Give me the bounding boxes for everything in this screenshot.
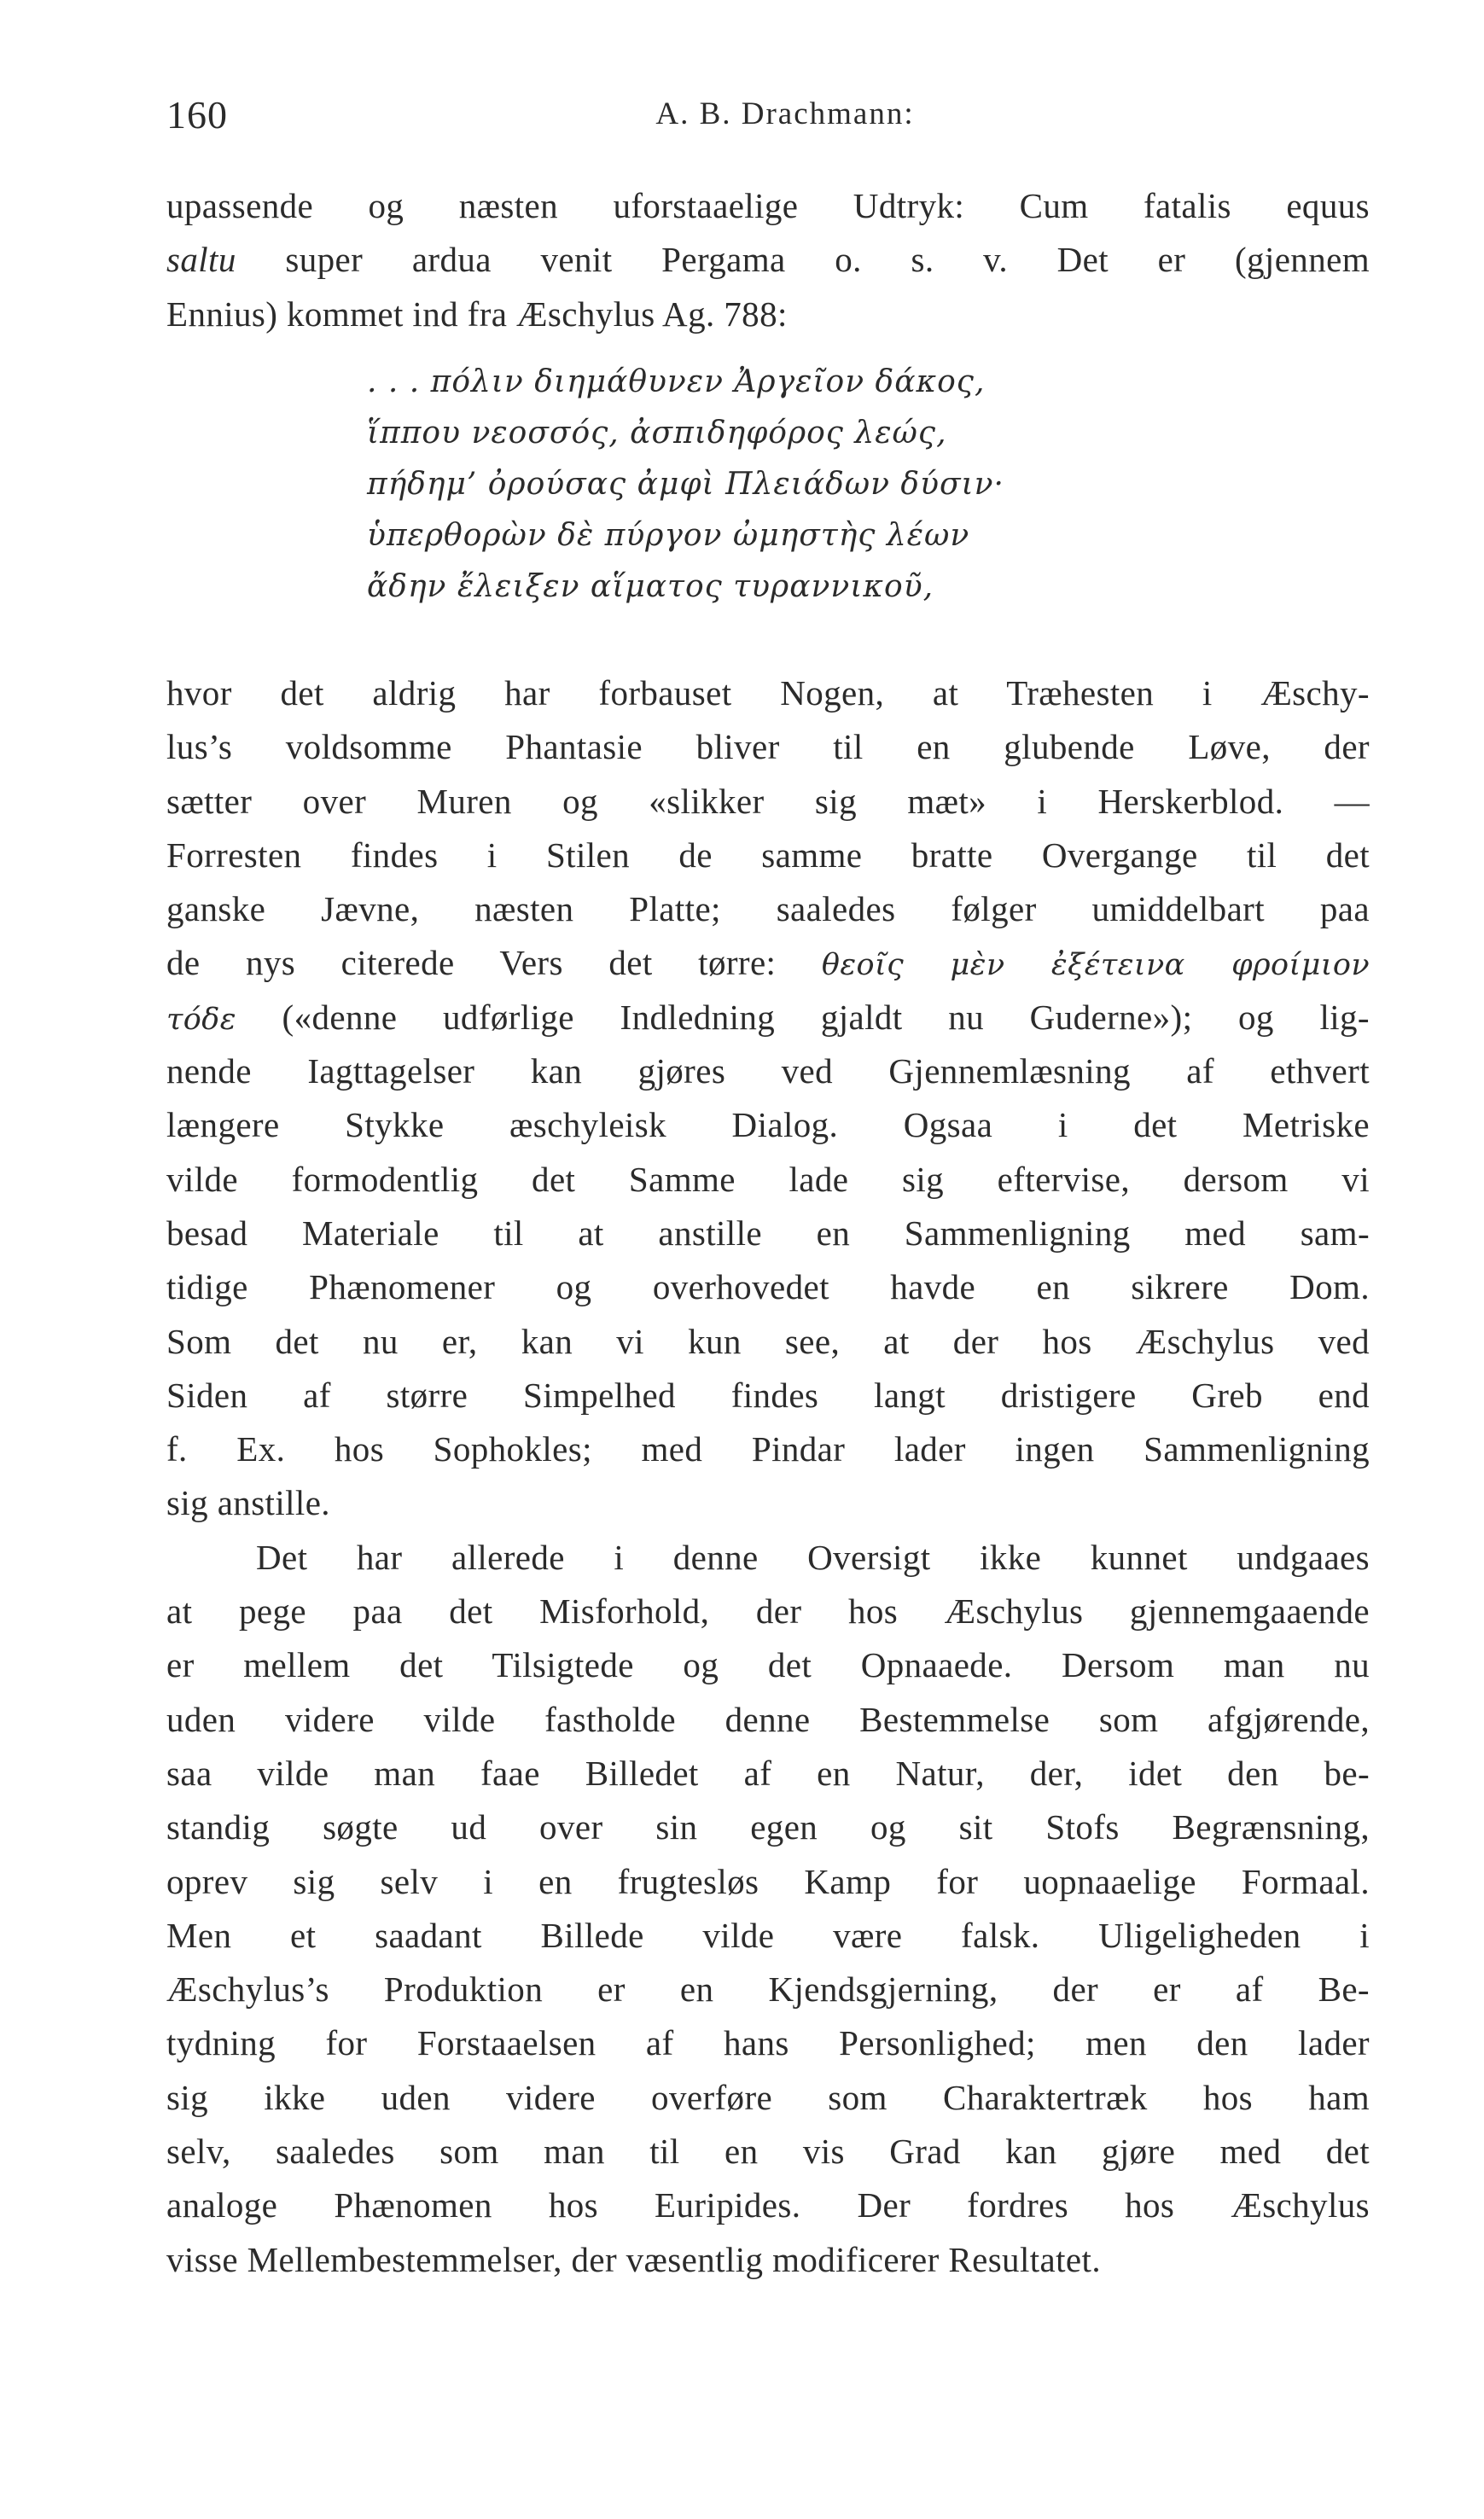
- text-line: ganske Jævne, næsten Platte; saaledes følger umiddelbart paa: [166, 889, 1370, 929]
- page-number: 160: [166, 93, 228, 137]
- text-line: sig ikke uden videre overføre som Charaktertræk hos ham: [166, 2077, 1370, 2117]
- text-line: lus’s voldsomme Phantasie bliver til en glubende Løve, der: [166, 727, 1370, 767]
- page-header: [166, 92, 1370, 143]
- text-line: tidige Phænomener og overhovedet havde en sikrere Dom.: [166, 1267, 1370, 1307]
- text-line: vilde formodentlig det Samme lade sig eftervise, dersom vi: [166, 1159, 1370, 1199]
- quote-line: πήδημ’ ὀρούσας ἀμφὶ Πλειάδων δύσιν·: [367, 467, 1005, 502]
- text-line: længere Stykke æschyleisk Dialog. Ogsaa i det Metriske: [166, 1105, 1370, 1145]
- text-line: [166, 991, 1370, 1044]
- greek-phrase: τόδε: [166, 1002, 236, 1037]
- text-segment: de nys citerede Vers det tørre:: [166, 943, 822, 983]
- greek-quotation: [367, 357, 1220, 613]
- quote-line: ὑπερθορὼν δὲ πύργον ὠμηστὴς λέων: [367, 518, 970, 553]
- text-line: Forresten findes i Stilen de samme bratte Overgange til det: [166, 835, 1370, 875]
- text-line: er mellem det Tilsigtede og det Opnaaede. Dersom man nu: [166, 1645, 1370, 1685]
- main-text: [166, 666, 1370, 2287]
- text-line: upassende og næsten uforstaaelige Udtryk: Cum fatalis equus: [166, 186, 1370, 225]
- text-line: nende Iagttagelser kan gjøres ved Gjennemlæsning af ethvert: [166, 1051, 1370, 1091]
- text-line: Æschylus’s Produktion er en Kjendsgjerning, der er af Be-: [166, 1969, 1370, 2010]
- text-line: oprev sig selv i en frugtesløs Kamp for uopnaaelige Formaal.: [166, 1861, 1370, 1901]
- text-line: Det har allerede i denne Oversigt ikke kunnet undgaaes: [256, 1537, 1370, 1577]
- text-segment: («denne udførlige Indledning gjaldt nu Guderne»); og lig-: [236, 997, 1370, 1037]
- text-line: Som det nu er, kan vi kun see, at der hos Æschylus ved: [166, 1321, 1370, 1361]
- text-line: selv, saaledes som man til en vis Grad kan gjøre med det: [166, 2132, 1370, 2172]
- text-line: tydning for Forstaaelsen af hans Personlighed; men den lader: [166, 2023, 1370, 2063]
- text-line: sig anstille.: [166, 1483, 330, 1523]
- text-line: uden videre vilde fastholde denne Bestemmelse som afgjørende,: [166, 1699, 1370, 1739]
- text-segment: super ardua venit Pergama o. s. v. Det er (gjennem: [236, 240, 1370, 280]
- quote-line: . . . πόλιν διημάθυνεν Ἀργεῖον δάκος,: [367, 364, 986, 399]
- text-line: Men et saadant Billede vilde være falsk. Uligeligheden i: [166, 1915, 1370, 1955]
- intro-paragraph: [166, 179, 1370, 341]
- running-head: A. B. Drachmann:: [655, 96, 915, 131]
- text-line: Ennius) kommet ind fra Æschylus Ag. 788:: [166, 294, 788, 334]
- text-line: besad Materiale til at anstille en Sammenligning med sam-: [166, 1213, 1370, 1253]
- text-line: analoge Phænomen hos Euripides. Der fordres hos Æschylus: [166, 2185, 1370, 2225]
- quote-line: ἵππου νεοσσός, ἀσπιδηφόρος λεώς,: [367, 416, 947, 451]
- text-line: hvor det aldrig har forbauset Nogen, at Træhesten i Æschy-: [166, 673, 1370, 713]
- greek-phrase: θεοῖς μὲν ἐξέτεινα φροίμιον: [821, 948, 1370, 983]
- text-line: visse Mellembestemmelser, der væsentlig modificerer Resultatet.: [166, 2239, 1101, 2279]
- text-line: [166, 936, 1370, 990]
- text-line: saa vilde man faae Billedet af en Natur, der, idet den be-: [166, 1753, 1370, 1793]
- text-line: Siden af større Simpelhed findes langt dristigere Greb end: [166, 1375, 1370, 1415]
- text-line: at pege paa det Misforhold, der hos Æschylus gjennemgaaende: [166, 1591, 1370, 1632]
- italic-word: saltu: [166, 240, 236, 280]
- text-line: sætter over Muren og «slikker sig mæt» i Herskerblod. —: [166, 781, 1370, 821]
- text-line: standig søgte ud over sin egen og sit Stofs Begrænsning,: [166, 1807, 1370, 1847]
- text-line: f. Ex. hos Sophokles; med Pindar lader ingen Sammenligning: [166, 1429, 1370, 1469]
- quote-line: ἄδην ἔλειξεν αἵματος τυραννικοῦ,: [367, 569, 934, 604]
- text-line: [166, 233, 1370, 287]
